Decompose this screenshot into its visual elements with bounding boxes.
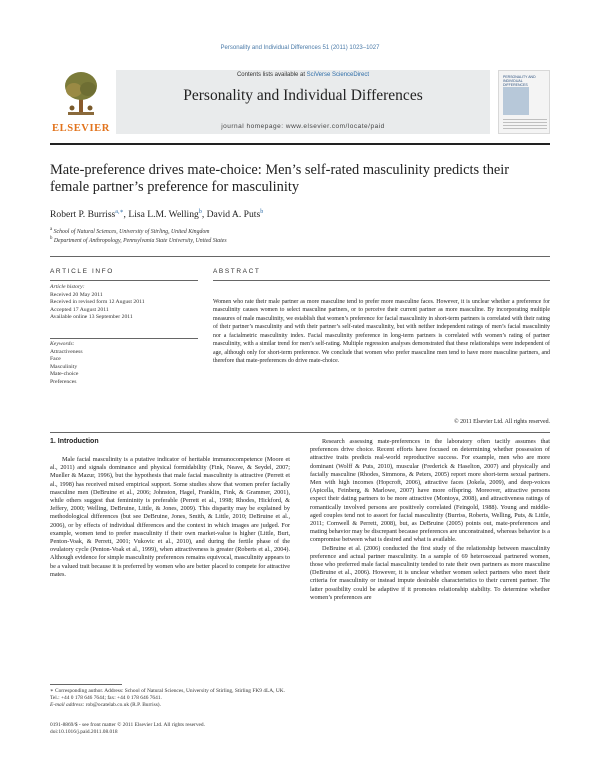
corresponding-footnote <box>50 688 290 710</box>
email-line <box>50 702 290 709</box>
body-paragraph: Research assessing mate-preferences in the laboratory often tacitly assumes that preferences drive choice. Recent efforts have focused on determining whether possession of attractive traits predicts real-world reproductive success. For example, men who are more dominant (Wolff & Puts, 2010), muscular (Frederick & Haselton, 2007) and physically and facially masculine (Rhodes, Simmons, & Peters, 2005) report more short-term sexual partners. Men with high incomes (Hopcroft, 2006), attractive faces (Jokela, 2009), and deep-voices (Apicella, Feinberg, & Marlowe, 2007) have more offspring. Moreover, attractive persons expect their dating partners to be more attractive (Montoya, 2008), and attractiveness ratings of romantically involved persons are positively correlated (Feingold, 1988). Young and middle-aged couples tend not to assort for facial masculinity (Burriss, Roberts, Welling, Puts, & Little, 2011; Cornwell & Perrett, 2008), but, as DeBruine (2005) points out, mate-preferences and mating behavior may be discrepant because preferences are unconstrained, whereas behavior is a compromise between what is desired and what is available. <box>310 438 551 544</box>
issn-line: 0191-8869/$ - see front matter © 2011 Elsevier Ltd. All rights reserved. <box>50 722 205 728</box>
history-entry: Accepted 17 August 2011 <box>50 306 109 313</box>
body-divider <box>50 432 550 433</box>
doi-link[interactable]: doi:10.1016/j.paid.2011.08.018 <box>50 729 118 736</box>
keywords-label: Keywords: <box>50 341 75 347</box>
affiliation <box>50 227 209 235</box>
header-divider <box>50 143 550 145</box>
footnote-rule <box>50 684 122 685</box>
author-affiliation-mark: a,∗ <box>115 209 124 215</box>
journal-cover-thumbnail <box>498 70 550 134</box>
journal-header <box>50 70 550 138</box>
article-info-rule <box>50 280 198 281</box>
body-paragraph: Male facial masculinity is a putative indicator of heritable immunocompetence (Moore et al., 2011) and signals dominance and physical formidability (Fink, Neave, & Seydel, 2007; Mueller & Mazur, 1996), but the hypothesis that male facial masculinity is attractive (Perrett et al., 1998) has received mixed empirical support. Some studies show that women prefer facially masculine men (DeBruine et al., 2006; Johnston, Hagel, Franklin, Fink, & Grammer, 2001), while others suggest that femininity is preferable (Perrett et al., 1998; Rhodes, Hickford, & Jeffery, 2000; Welling, DeBruine, Little, & Jones, 2009). This disparity may be explained by methodological differences (but see DeBruine, Jones, Smith, & Little, 2010; DeBruine et al., 2006), or by effects of individual differences and the context in which images are judged. For example, women tend to prefer masculinity if their own market-value is higher (Little, Burt, Penton-Voak, & Perrett, 2001; Vukovic et al., 2010), and during the fertile phase of the ovulatory cycle (Penton-Voak et al., 1999), when attractiveness is greater (Roberts et al., 2004). Although evidence for simple masculinity preferences remains equivocal, masculinity appears to be a valued trait because it is preferred by women who are better placed to compete for attractive mates. <box>50 456 290 578</box>
keyword: Masculinity <box>50 363 78 370</box>
email-address[interactable]: rob@ocatelab.co.uk (R.P. Burriss). <box>85 702 161 709</box>
keyword: Preferences <box>50 378 77 385</box>
affiliation-mark: a <box>50 227 53 232</box>
sciencedirect-link[interactable]: SciVerse ScienceDirect <box>306 72 370 78</box>
cover-text-lines <box>503 119 547 131</box>
section-heading: 1. Introduction <box>50 438 99 445</box>
journal-banner <box>116 70 490 134</box>
cover-title: PERSONALITY AND INDIVIDUAL DIFFERENCES <box>503 75 536 88</box>
author-affiliation-mark: b <box>260 209 264 215</box>
email-label: E-mail address: <box>50 702 85 709</box>
author-list: Robert P. Burriss$^{a,∗}$, Lisa L.M. Welling$^b$, David A. Puts$^b$ <box>50 209 264 221</box>
body-paragraph: DeBruine et al. (2006) conducted the first study of the relationship between masculinity preference and actual partner masculinity. In a sample of 69 heterosexual partnered women, those who preferred male facial masculinity tended to rate their own partners as more masculine (DeBruine et al., 2006). However, it is unclear whether women select partners who meet their criteria for masculinity or instead impute desirable characteristics to their current partner. The latter possibility could be adaptive if it promotes relationship stability. To determine whether women’s preferences are <box>310 544 550 601</box>
abstract-rule <box>213 280 550 281</box>
journal-citation: Personality and Individual Differences 51 (2011) 1023–1027 <box>220 45 380 51</box>
info-divider <box>50 256 550 257</box>
author-name[interactable]: Lisa L.M. Welling <box>128 209 199 221</box>
elsevier-logo <box>50 70 112 134</box>
article-info-label: ARTICLE INFO <box>50 268 114 275</box>
keyword: Mate-choice <box>50 371 79 378</box>
history-label: Article history: <box>50 284 85 290</box>
cover-art <box>503 87 529 115</box>
history-entry: Received 20 May 2011 <box>50 291 103 298</box>
keyword: Face <box>50 356 61 363</box>
author-name[interactable]: Robert P. Burriss <box>50 209 116 221</box>
article-history <box>50 284 190 322</box>
left-column <box>50 456 290 579</box>
contents-prefix: Contents lists available at <box>236 72 307 78</box>
history-entry: Available online 13 September 2011 <box>50 314 133 321</box>
journal-title: Personality and Individual Differences <box>183 87 423 104</box>
affiliation <box>50 236 227 244</box>
contents-line <box>116 72 490 78</box>
abstract-copyright: © 2011 Elsevier Ltd. All rights reserved. <box>454 419 550 425</box>
publisher-name: ELSEVIER <box>52 123 110 134</box>
elsevier-tree-icon <box>62 70 100 118</box>
corresponding-author-note: ∗ Corresponding author. Address: School of Natural Sciences, University of Stirling, Stirling FK9 4LA, UK. Tel.: +44 0 178 646 7644; fax: +44 0 178 646 7641. <box>50 688 285 702</box>
right-column <box>310 438 550 602</box>
author-name[interactable]: David A. Puts <box>206 209 261 221</box>
keywords-rule <box>50 338 198 339</box>
keyword: Attractiveness <box>50 348 83 355</box>
article-title: Mate-preference drives mate-choice: Men’s self-rated masculinity predicts their female partner’s preference for masculinity <box>50 162 510 195</box>
history-entry: Received in revised form 12 August 2011 <box>50 299 145 306</box>
abstract-label: ABSTRACT <box>213 268 261 275</box>
abstract-text: Women who rate their male partner as more masculine tend to prefer more masculine faces. However, it is unclear whether a preference for masculinity causes women to select masculine partners, or to perceive their current partner as more masculine. By incorporating multiple measures of male masculinity, we establish that women’s preference for facial masculinity in short-term partners is correlated with their rating of their partner’s masculinity and with their partner’s self-rated masculinity, but with neither independent ratings of men’s facial masculinity nor a facialmetric masculinity index. Facial masculinity preference in long-term partners is correlated with women’s rating of partner masculinity, with a similar trend for men’s self-rating. Multiple regression analyses demonstrated that these relationships were independent of age, although only for short-term preference. We conclude that women who prefer masculine men tend to have more masculine partners, and therefore that mate-preferences do drive mate-choice. <box>213 299 550 365</box>
affiliation-text: School of Natural Sciences, University of Stirling, United Kingdom <box>53 228 210 235</box>
author-affiliation-mark: b <box>198 209 202 215</box>
affiliation-text: Department of Anthropology, Pennsylvania State University, United States <box>53 237 227 244</box>
article-footer <box>50 722 205 737</box>
journal-homepage[interactable]: journal homepage: www.elsevier.com/locate/paid <box>221 123 385 130</box>
affiliation-mark: b <box>50 236 53 241</box>
keywords <box>50 341 190 387</box>
